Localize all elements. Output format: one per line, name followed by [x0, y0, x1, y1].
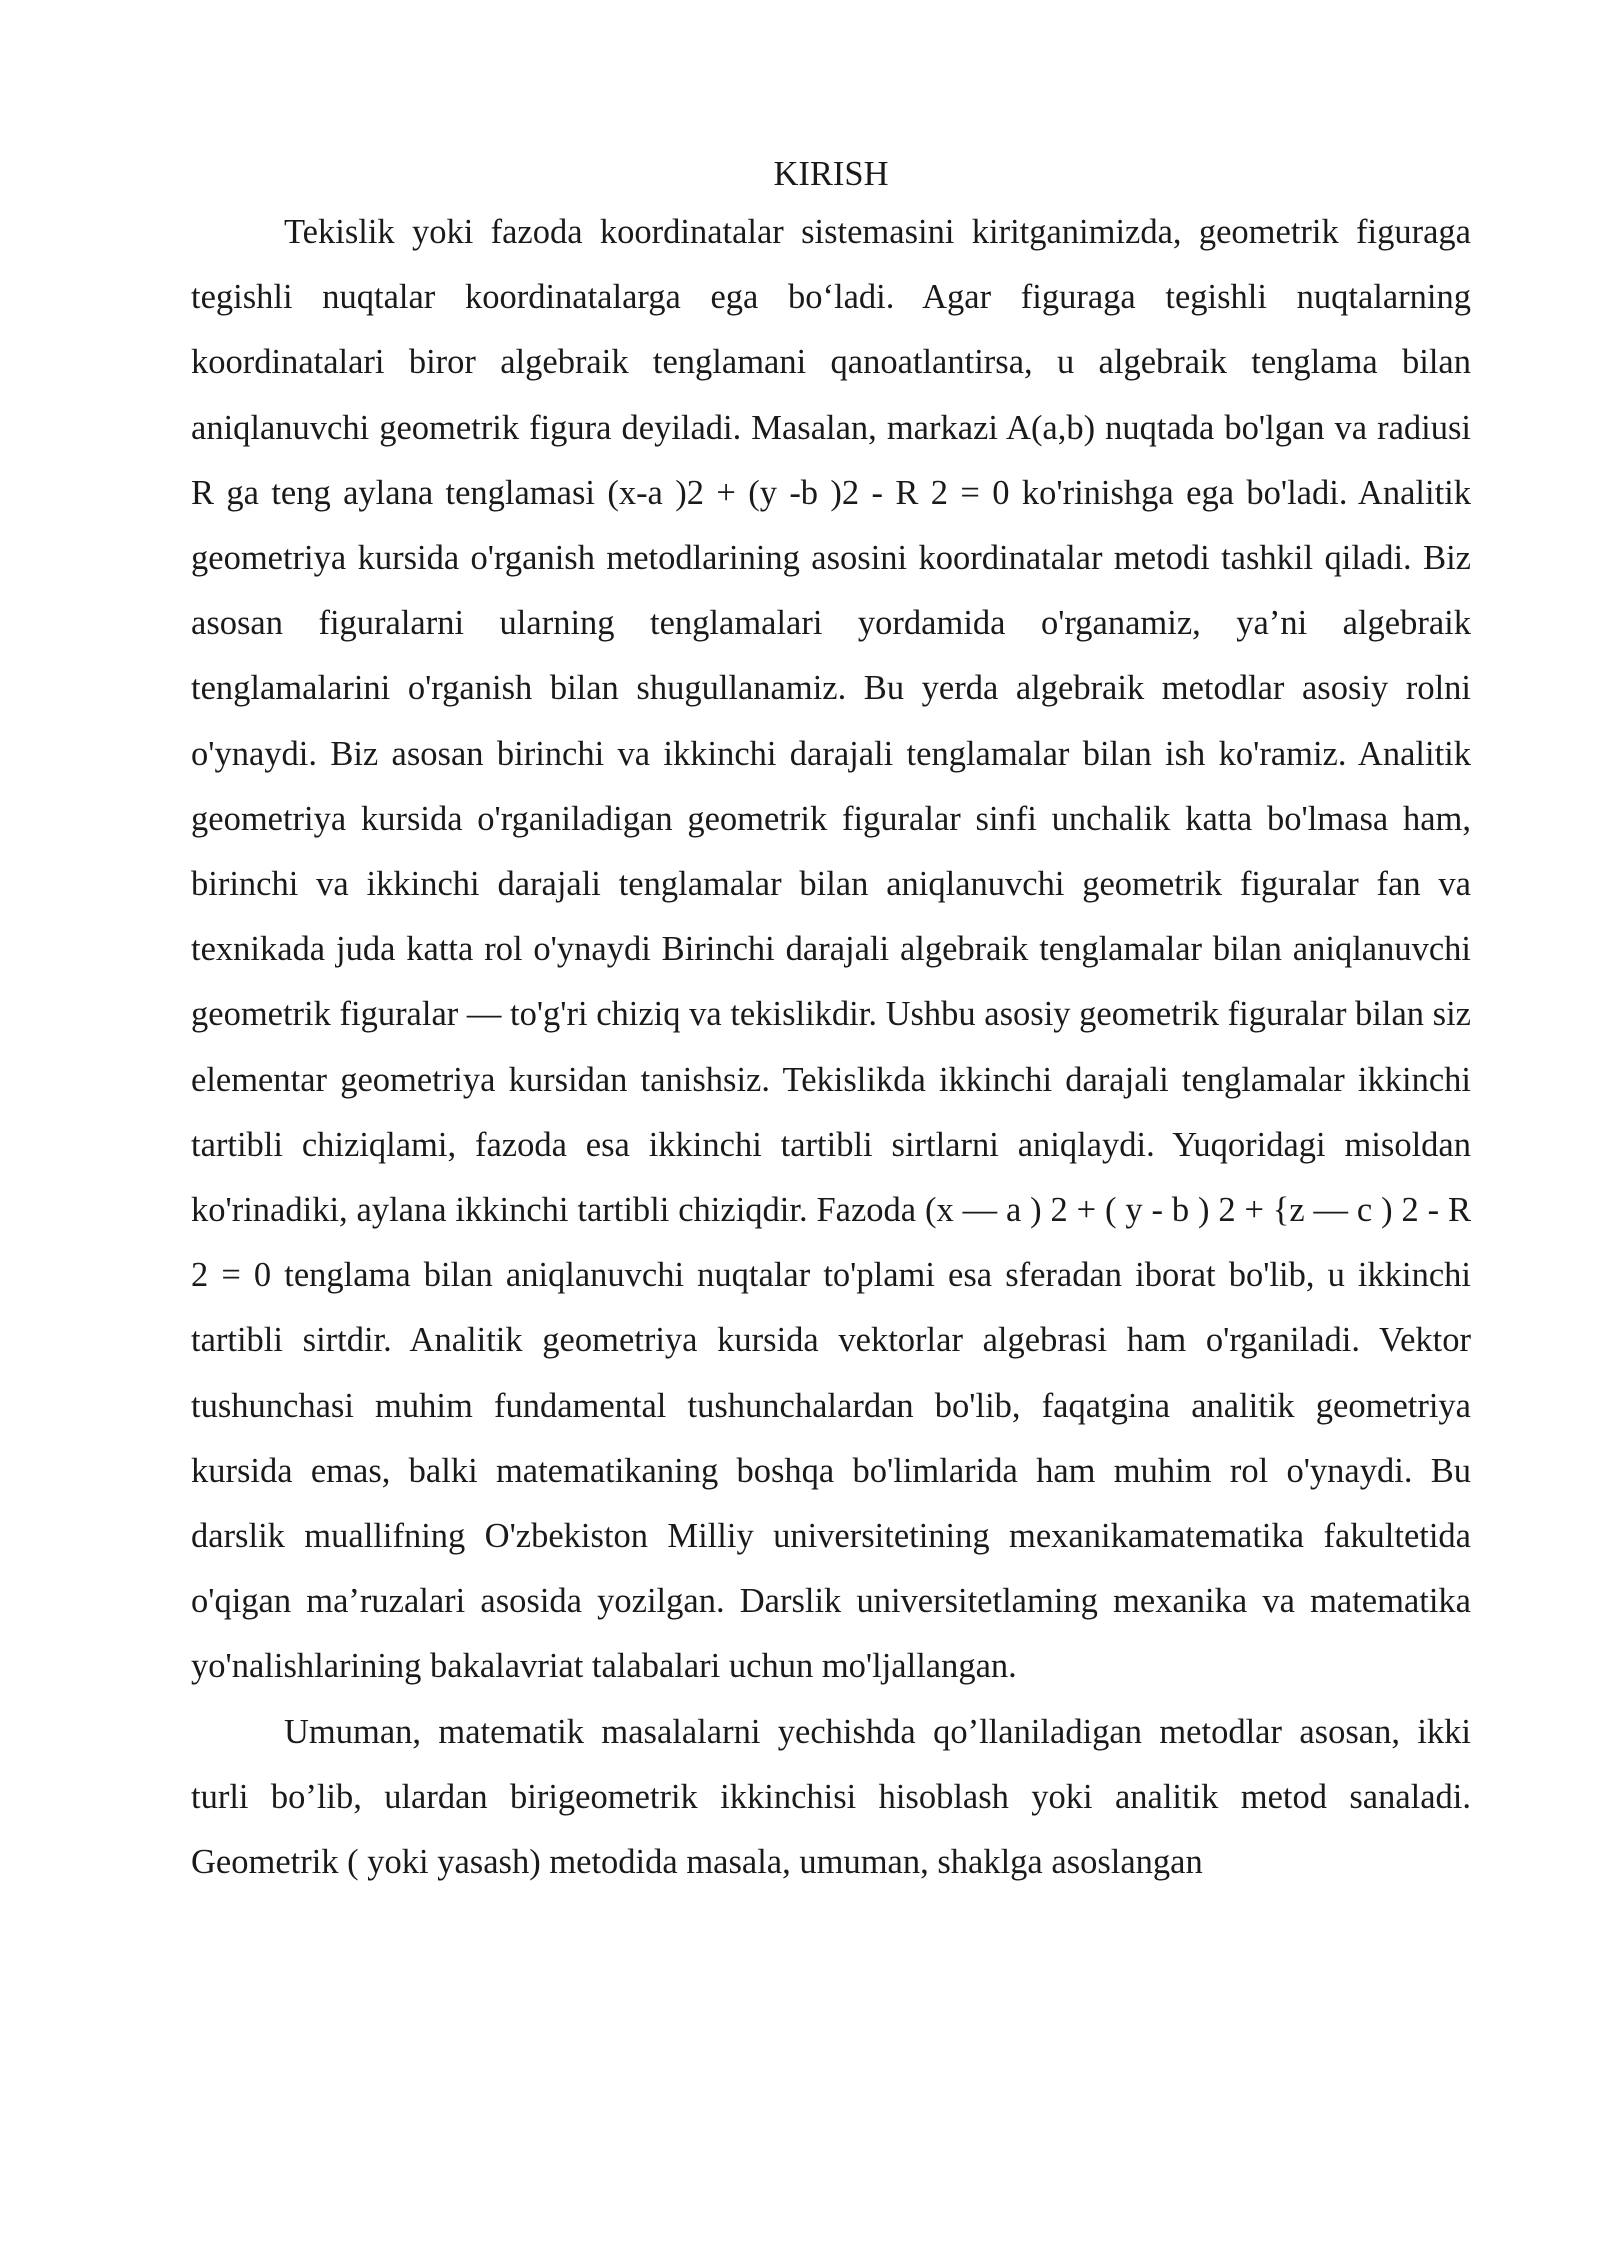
page-title: KIRISH [773, 155, 889, 193]
paragraph-methods: Umuman, matematik masalalarni yechishda qo’llaniladigan metodlar asosan, ikki turli bo’lib, ulardan birigeometrik ikkinchisi hisoblash yoki analitik metod sanaladi. Geometrik ( yoki yasash) metodida masala, umuman, shaklga asoslangan [191, 1712, 1471, 1882]
paragraph-intro: Tekislik yoki fazoda koordinatalar sistemasini kiritganimizda, geometrik figuraga tegishli nuqtalar koordinatalarga ega bo‘ladi. Agar figuraga tegishli nuqtalarning koordinatalari biror algebraik tenglamani qanoatlantirsa, u algebraik tenglama bilan aniqlanuvchi geometrik figura deyiladi. Masalan, markazi A(a,b) nuqtada bo'lgan va radiusi R ga teng aylana tenglamasi (x-a )2 + (y -b )2 - R 2 = 0 ko'rinishga ega bo'ladi. Analitik geometriya kursida o'rganish metodlarining asosini koordinatalar metodi tashkil qiladi. Biz asosan figuralarni ularning tenglamalari yordamida o'rganamiz, ya’ni algebraik tenglamalarini o'rganish bilan shugullanamiz. Bu yerda algebraik metodlar asosiy rolni o'ynaydi. Biz asosan birinchi va ikkinchi darajali tenglamalar bilan ish ko'ramiz. Analitik geometriya kursida o'rganiladigan geometrik figuralar sinfi unchalik katta bo'lmasa ham, birinchi va ikkinchi darajali tenglamalar bilan aniqlanuvchi geometrik figuralar fan va texnikada juda katta rol o'ynaydi Birinchi darajali algebraik tenglamalar bilan aniqlanuvchi geometrik figuralar — to'g'ri chiziq va tekislikdir. Ushbu asosiy geometrik figuralar bilan siz elementar geometriya kursidan tanishsiz. Tekislikda ikkinchi darajali tenglamalar ikkinchi tartibli chiziqlami, fazoda esa ikkinchi tartibli sirtlarni aniqlaydi. Yuqoridagi misoldan ko'rinadiki, aylana ikkinchi tartibli chiziqdir. Fazoda (x — a ) 2 + ( y - b ) 2 + {z — c ) 2 - R 2 = 0 tenglama bilan aniqlanuvchi nuqtalar to'plami esa sferadan iborat bo'lib, u ikkinchi tartibli sirtdir. Analitik geometriya kursida vektorlar algebrasi ham o'rganiladi. Vektor tushunchasi muhim fundamental tushunchalardan bo'lib, faqatgina analitik geometriya kursida emas, balki matematikaning boshqa bo'limlarida ham muhim rol o'ynaydi. Bu darslik muallifning O'zbekiston Milliy universitetining mexanikamatematika fakultetida o'qigan ma’ruzalari asosida yozilgan. Darslik universitetlaming mexanika va matematika yo'nalishlarining bakalavriat talabalari uchun mo'ljallangan. [191, 213, 1471, 1686]
document-body [191, 148, 1471, 1895]
